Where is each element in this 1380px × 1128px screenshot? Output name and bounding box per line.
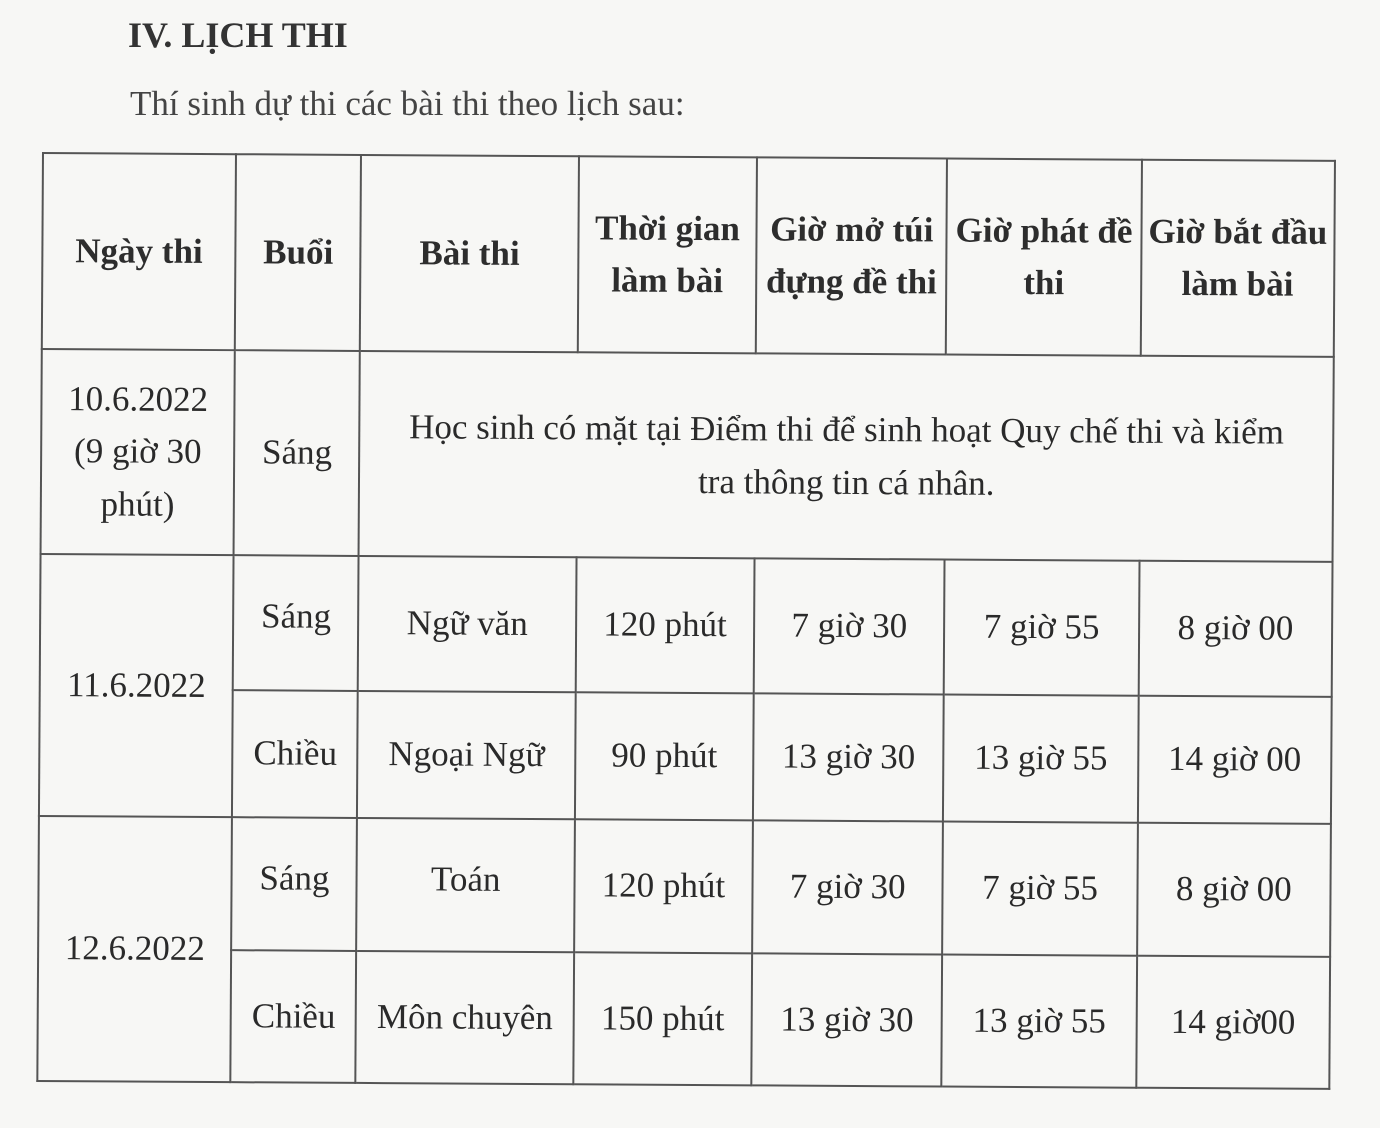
subject-cell: Môn chuyên	[356, 951, 574, 1084]
distribute-cell: 13 giờ 55	[942, 955, 1137, 1088]
date: 10.6.2022	[68, 378, 209, 419]
date-cell: 12.6.2022	[37, 816, 232, 1082]
duration-cell: 90 phút	[575, 692, 754, 820]
start-cell: 8 giờ 00	[1137, 823, 1331, 957]
exam-schedule-table	[36, 152, 1336, 1090]
date-cell: 11.6.2022	[39, 554, 234, 817]
header-row	[42, 153, 1335, 357]
distribute-cell: 13 giờ 55	[943, 695, 1138, 823]
start-cell: 8 giờ 00	[1138, 561, 1332, 697]
session-cell: Sáng	[231, 817, 357, 951]
distribute-cell: 7 giờ 55	[942, 822, 1137, 956]
start-cell: 14 giờ 00	[1138, 696, 1332, 824]
duration-cell: 120 phút	[574, 819, 753, 953]
subject-cell: Toán	[357, 818, 575, 952]
time: (9 giờ 30 phút)	[74, 431, 202, 524]
open-cell: 13 giờ 30	[751, 953, 942, 1086]
header-session: Buổi	[235, 154, 361, 351]
duration-cell: 150 phút	[573, 952, 752, 1085]
session-cell: Chiều	[232, 690, 358, 818]
header-distribute-time: Giờ phát đề thi	[946, 159, 1141, 356]
open-cell: 7 giờ 30	[754, 558, 945, 694]
table-row	[37, 949, 1330, 1089]
header-start-time: Giờ bắt đầu làm bài	[1140, 160, 1335, 357]
distribute-cell: 7 giờ 55	[944, 560, 1139, 696]
open-cell: 7 giờ 30	[752, 820, 943, 954]
start-cell: 14 giờ00	[1136, 956, 1330, 1089]
header-date: Ngày thi	[42, 153, 236, 350]
header-open-time: Giờ mở túi đựng đề thi	[756, 157, 947, 354]
duration-cell: 120 phút	[576, 557, 755, 693]
header-subject: Bài thi	[360, 155, 579, 352]
table-row	[41, 349, 1334, 562]
subject-cell: Ngữ văn	[358, 556, 576, 692]
table-row	[39, 689, 1332, 824]
open-cell: 13 giờ 30	[753, 693, 944, 821]
table-row	[38, 816, 1331, 957]
intro-text: Thí sinh dự thi các bài thi theo lịch sau:	[130, 84, 685, 123]
session-cell: Sáng	[234, 350, 360, 556]
subject-cell: Ngoại Ngữ	[357, 691, 575, 819]
note-cell: Học sinh có mặt tại Điểm thi để sinh hoạt Quy chế thi và kiểm tra thông tin cá nhân.	[359, 351, 1334, 562]
date-cell	[41, 349, 236, 555]
session-cell: Sáng	[233, 555, 359, 691]
table-row	[40, 554, 1333, 697]
session-cell: Chiều	[231, 950, 357, 1083]
header-duration: Thời gian làm bài	[578, 156, 757, 353]
section-title: IV. LỊCH THI	[128, 15, 348, 55]
